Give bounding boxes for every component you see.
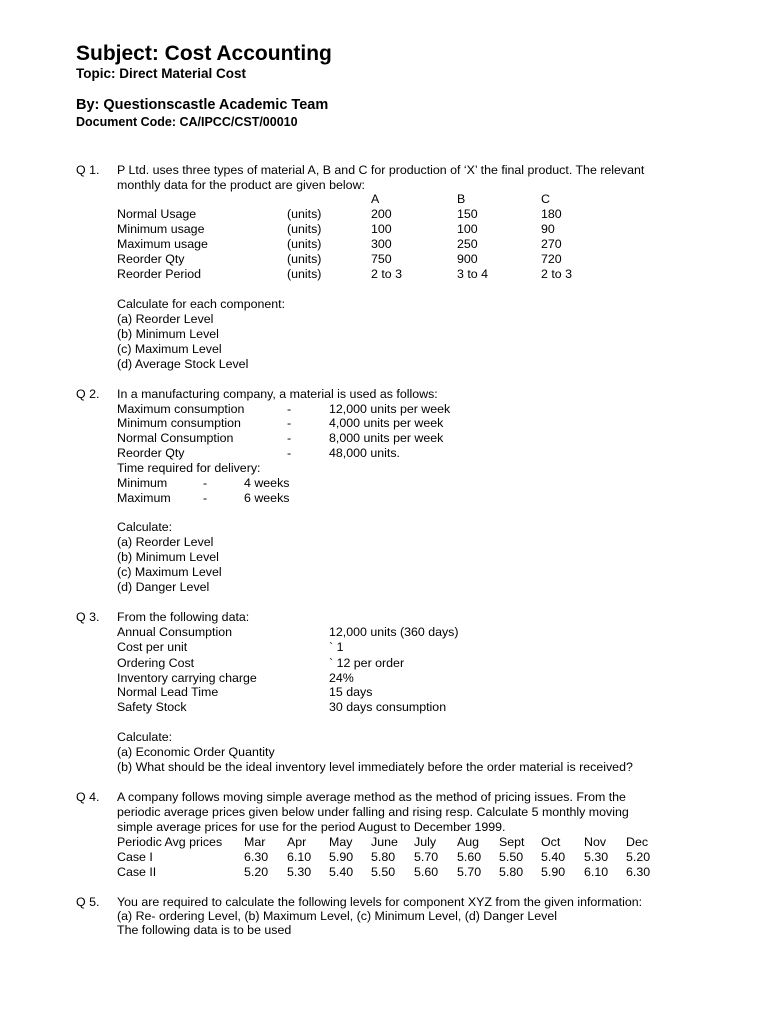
q4-case-value: 5.90 (329, 850, 354, 864)
q1-row-a: 2 to 3 (371, 267, 403, 281)
q1-col-header-a: A (371, 192, 380, 206)
q3-row-value: ` 1 (329, 640, 344, 654)
q2-time-dash: - (203, 476, 208, 490)
q2-row-label: Maximum consumption (117, 402, 245, 416)
q1-row-label: Reorder Qty (117, 252, 185, 266)
q3-row-value: ` 12 per order (329, 656, 405, 670)
q1-text-line2: monthly data for the product are given below: (117, 178, 365, 192)
q4-month-header: Sept (499, 835, 525, 849)
q4-case-value: 5.60 (414, 865, 439, 879)
q2-time-label: Minimum (117, 476, 168, 490)
q4-case-value: 5.90 (541, 865, 566, 879)
q1-row-unit: (units) (287, 267, 322, 281)
q4-month-header: Apr (287, 835, 307, 849)
q2-row-label: Minimum consumption (117, 416, 241, 430)
q4-case-value: 5.80 (499, 865, 524, 879)
q5-number: Q 5. (76, 895, 100, 909)
q2-row-dash: - (287, 431, 292, 445)
q2-row-value: 8,000 units per week (329, 431, 444, 445)
q1-row-label: Normal Usage (117, 207, 197, 221)
q4-case-value: 5.70 (414, 850, 439, 864)
q3-row-label: Inventory carrying charge (117, 671, 257, 685)
q3-row-label: Cost per unit (117, 640, 188, 654)
q1-calc-item: (d) Average Stock Level (117, 357, 249, 371)
q1-row-unit: (units) (287, 252, 322, 266)
q2-calc-item: (d) Danger Level (117, 580, 210, 594)
q2-time-value: 4 weeks (244, 476, 290, 490)
q2-time-dash: - (203, 491, 208, 505)
q4-month-header: Aug (457, 835, 480, 849)
q3-row-label: Safety Stock (117, 700, 187, 714)
q1-row-b: 3 to 4 (457, 267, 489, 281)
q3-row-label: Annual Consumption (117, 625, 233, 639)
q3-row-value: 24% (329, 671, 354, 685)
q3-intro: From the following data: (117, 610, 250, 624)
q1-calc-title: Calculate for each component: (117, 297, 286, 311)
q1-row-label: Reorder Period (117, 267, 202, 281)
q4-case-value: 5.30 (287, 865, 312, 879)
q1-row-b: 250 (457, 237, 478, 251)
q4-case-value: 5.20 (626, 850, 651, 864)
q3-row-value: 12,000 units (360 days) (329, 625, 459, 639)
q4-case-value: 5.50 (371, 865, 396, 879)
q1-row-c: 2 to 3 (541, 267, 573, 281)
q4-month-header: Mar (244, 835, 266, 849)
q4-case-value: 6.30 (244, 850, 269, 864)
q4-month-header: Dec (626, 835, 649, 849)
q4-number: Q 4. (76, 790, 100, 804)
q1-col-header-c: C (541, 192, 550, 206)
q3-row-label: Normal Lead Time (117, 685, 219, 699)
q3-number: Q 3. (76, 610, 100, 624)
q2-number: Q 2. (76, 387, 100, 401)
q1-row-a: 100 (371, 222, 392, 236)
q4-case-value: 5.30 (584, 850, 609, 864)
q3-calc-title: Calculate: (117, 730, 173, 744)
q2-calc-item: (b) Minimum Level (117, 550, 219, 564)
q2-time-value: 6 weeks (244, 491, 290, 505)
q4-case-value: 5.20 (244, 865, 269, 879)
topic-heading: Topic: Direct Material Cost (76, 66, 247, 81)
author-heading: By: Questionscastle Academic Team (76, 97, 329, 113)
q2-calc-title: Calculate: (117, 520, 173, 534)
q2-time-title: Time required for delivery: (117, 461, 261, 475)
q4-month-header: May (329, 835, 353, 849)
q1-row-unit: (units) (287, 222, 322, 236)
q1-row-label: Minimum usage (117, 222, 205, 236)
q4-case-value: 5.70 (457, 865, 482, 879)
subject-heading: Subject: Cost Accounting (76, 42, 332, 65)
q4-case-value: 6.10 (287, 850, 312, 864)
q3-calc-item: (a) Economic Order Quantity (117, 745, 275, 759)
q4-case-value: 6.10 (584, 865, 609, 879)
q2-row-dash: - (287, 402, 292, 416)
q1-calc-item: (b) Minimum Level (117, 327, 219, 341)
q1-row-label: Maximum usage (117, 237, 208, 251)
q2-row-dash: - (287, 416, 292, 430)
q4-case-label: Case II (117, 865, 157, 879)
q4-case-label: Case I (117, 850, 153, 864)
q5-text-line1: You are required to calculate the following levels for component XYZ from the given information: (117, 895, 643, 909)
q1-row-c: 270 (541, 237, 562, 251)
q4-case-value: 5.40 (329, 865, 354, 879)
q1-row-unit: (units) (287, 237, 322, 251)
q3-row-value: 30 days consumption (329, 700, 447, 714)
q4-table-label: Periodic Avg prices (117, 835, 223, 849)
q4-case-value: 5.50 (499, 850, 524, 864)
q2-row-label: Reorder Qty (117, 446, 185, 460)
q4-month-header: Oct (541, 835, 561, 849)
q2-row-dash: - (287, 446, 292, 460)
q2-row-label: Normal Consumption (117, 431, 234, 445)
q1-row-a: 750 (371, 252, 392, 266)
q4-case-value: 5.80 (371, 850, 396, 864)
q4-text-line1: A company follows moving simple average method as the method of pricing issues. From the (117, 790, 626, 804)
q1-text-line1: P Ltd. uses three types of material A, B and C for production of ‘X’ the final product. The relevant (117, 163, 645, 177)
q1-row-c: 90 (541, 222, 555, 236)
q3-row-value: 15 days (329, 685, 373, 699)
q5-text-line3: The following data is to be used (117, 923, 292, 937)
q1-col-header-b: B (457, 192, 466, 206)
q2-intro: In a manufacturing company, a material is used as follows: (117, 387, 438, 401)
q1-calc-item: (c) Maximum Level (117, 342, 222, 356)
document-code: Document Code: CA/IPCC/CST/00010 (76, 115, 298, 129)
q4-case-value: 5.60 (457, 850, 482, 864)
q2-calc-item: (a) Reorder Level (117, 535, 214, 549)
q1-row-b: 900 (457, 252, 478, 266)
q1-number: Q 1. (76, 163, 100, 177)
q1-row-a: 200 (371, 207, 392, 221)
q1-row-b: 150 (457, 207, 478, 221)
q4-case-value: 6.30 (626, 865, 651, 879)
q2-calc-item: (c) Maximum Level (117, 565, 222, 579)
q4-month-header: July (414, 835, 437, 849)
q2-row-value: 12,000 units per week (329, 402, 451, 416)
q4-month-header: Nov (584, 835, 607, 849)
q1-row-c: 180 (541, 207, 562, 221)
q2-row-value: 4,000 units per week (329, 416, 444, 430)
q3-row-label: Ordering Cost (117, 656, 195, 670)
q1-row-unit: (units) (287, 207, 322, 221)
q4-text-line2: periodic average prices given below under falling and rising resp. Calculate 5 monthly moving (117, 805, 629, 819)
q2-time-label: Maximum (117, 491, 171, 505)
q4-month-header: June (371, 835, 398, 849)
q1-row-c: 720 (541, 252, 562, 266)
q3-calc-item: (b) What should be the ideal inventory level immediately before the order material is received? (117, 760, 633, 774)
q1-row-a: 300 (371, 237, 392, 251)
q4-case-value: 5.40 (541, 850, 566, 864)
q1-row-b: 100 (457, 222, 478, 236)
q1-calc-item: (a) Reorder Level (117, 312, 214, 326)
q5-text-line2: (a) Re- ordering Level, (b) Maximum Level, (c) Minimum Level, (d) Danger Level (117, 909, 558, 923)
q2-row-value: 48,000 units. (329, 446, 400, 460)
q4-text-line3: simple average prices for use for the period August to December 1999. (117, 820, 506, 834)
